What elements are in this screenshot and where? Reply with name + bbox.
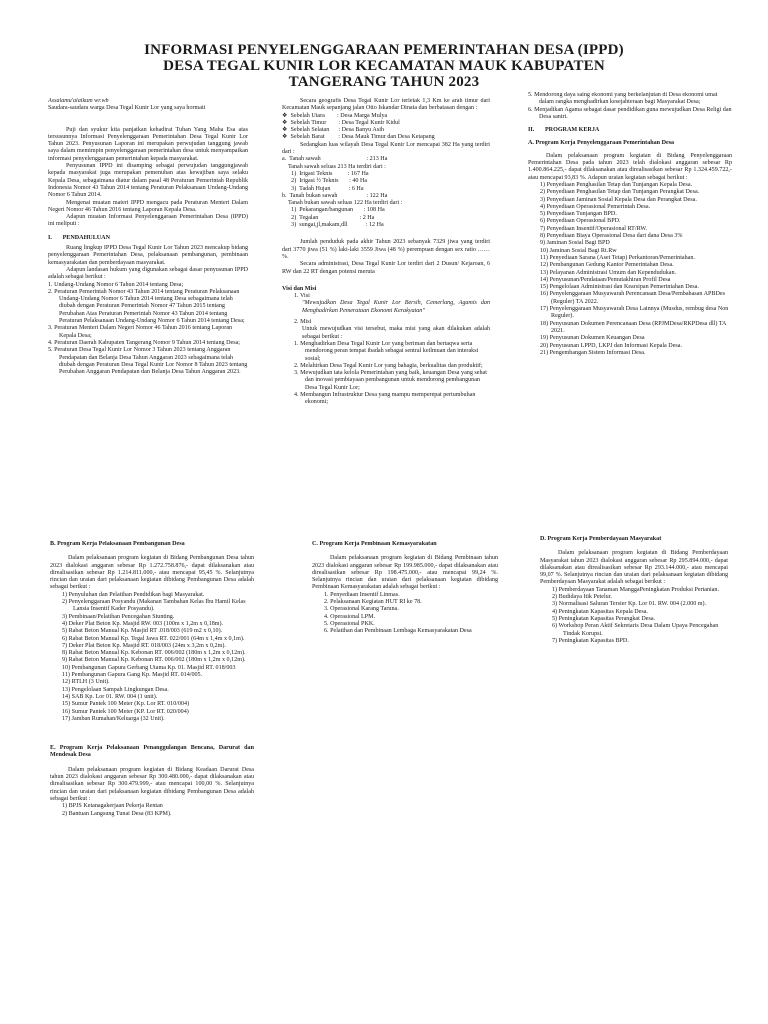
list-item: 1) Penyediaan Penghasilan Tetap dan Tunjangan Kepala Desa.	[540, 181, 693, 188]
list-item: 9) Rabat Beton Manual Kp. Kebonan RT. 006/002 (180m x 1,2m x 0,12m).	[62, 657, 246, 664]
list-item: 2) Irigasi ½ Teknis : 40 Ha	[282, 178, 368, 185]
paragraph: Adapun muatan Informasi Penyelenggaraan Pemerintahan Desa (IPPD) ini meliputi :	[48, 214, 248, 228]
column-d	[540, 536, 728, 706]
paragraph: Puji dan syukur kita panjatkan kehadirat Tuhan Yang Maha Esa atas tersusunnya Informasi Penyelenggaraan Pemerintahan Desa Tegal Kunir Lor Tahun 2023. Penyusunan Laporan ini merupakan perwujudan tanggung jawab saya dalam memimpin penyelenggaraan pemerintahan desa untuk menyampaikan informasi penyelenggaraan pemerintahan kepada masyarakat.	[48, 126, 248, 162]
list-item: 13) Pengelolaan Sampah Lingkungan Desa.	[62, 686, 169, 693]
title-line-3: TANGERANG TAHUN 2023	[288, 74, 480, 90]
misi-continued-list	[528, 92, 732, 121]
list-item: 12) Pembangunan Gedung Kantor Pemerintahan Desa.	[540, 262, 674, 269]
list-item: 1) BPJS Ketanagakerjaan Pekerja Rentan	[62, 803, 163, 810]
paragraph: Dalam pelaksanaan program kegiatan di Bidang Pembinaan tahun 2023 dialokasi anggaran sebesar Rp 199.985.000,- dapat dilaksanakan atau direalisasikan sebesar Rp 198.475.000,- atau mencapai 99,24 %. Selanjutnya rincian dan uraian dari pelaksanaan kegiatan dibidang Pembinaan Kemasyarakatan adalah sebagai berikut :	[312, 555, 498, 591]
list-item: 3) Pembinaan/Pelatihan Pencegahan Stunting.	[62, 613, 175, 620]
legal-basis-list	[48, 282, 248, 377]
list-item: 3) Normalisasi Saluran Tersier Kp. Lor 01. RW. 004 (2.000 m).	[552, 601, 707, 608]
list-item: 7) Penyediaan Insentif/Operasional RT/RW.	[540, 225, 648, 232]
list-item: 2. Pelaksanaan Kegiatan HUT RI ke 78.	[324, 599, 422, 606]
border-list	[282, 113, 490, 142]
program-d-list	[540, 587, 728, 645]
list-item: 1) Penyuluhan dan Pelatihan Pendidikan bagi Masyarakat.	[62, 591, 205, 598]
paragraph: Mengenai muatan materi IPPD mengacu pada Peraturan Menteri Dalam Negeri Nomor 46 Tahun 2016 tentang Laporan Kepala Desa.	[48, 199, 248, 213]
list-item: 20) Penyusunan LPPD, LKPJ dan Informasi Kepala Desa.	[540, 342, 682, 349]
title-line-2: DESA TEGAL KUNIR LOR KECAMATAN MAUK KABUPATEN	[163, 58, 605, 74]
list-item: 16) Penyelenggaraan Musyawarah Perencanaan Desa/Pembahasan APBDes (Reguler) TA 2022.	[540, 291, 725, 305]
list-item: 15) Pengelolaan Administrasi dan Kearsipan Pemerintahan Desa.	[540, 284, 699, 291]
list-item: ❖ Sebelah Barat : Desa Mauk Timur dan Desa Ketapang	[282, 134, 435, 141]
list-item: 1) Irigasi Teknis : 167 Ha	[282, 170, 369, 177]
list-item: 4) Deker Plat Beton Kp. Masjid RW. 003 (100m x 1,2m x 0,18m).	[62, 620, 224, 627]
list-item: 4) Penyediaan Operasional Pemerintah Desa.	[540, 203, 651, 210]
greeting: Assalamu'alaikum wr.wb	[48, 98, 109, 104]
list-item: 6. Pelatihan dan Pembinaan Lembaga Kemasyarakatan Desa	[324, 628, 472, 635]
list-item: 21) Pengembangan Sistem Informasi Desa.	[540, 349, 646, 356]
list-item: 2. Melahirkan Desa Tegal Kunir Lor yang bahagia, berkualitas dan produktif;	[294, 362, 483, 369]
paragraph: Adapun landasan hukum yang digunakan sebagai dasar penyusunan IPPD adalah sebagai berikut :	[48, 266, 248, 281]
list-item: 2) Tegalan : 2 Ha	[282, 214, 375, 221]
list-item: 8) Rabat Beton Manual Kp. Kebonan RT. 006/002 (180m x 1,2m x 0,12m).	[62, 650, 246, 657]
list-item: Tanah sawah seluas 213 Ha terdiri dari :	[282, 163, 386, 170]
list-item: 2) Budidaya Itik Petelur.	[552, 594, 612, 601]
paragraph: Jumlah penduduk pada akhir Tahun 2023 sebanyak 7329 jiwa yang terdiri dari 3770 jiwa (51 %) laki-laki 3559 Jiwa (48 %) perempuan dengan sex ratio …… %.	[282, 239, 490, 260]
list-item: 5) Rabat Beton Manual Kp. Masjid RT .018/003 (619 m2 x 0,10).	[62, 628, 223, 635]
program-c-list	[312, 592, 498, 636]
list-item: ❖ Sebelah Utara : Desa Marga Mulya	[282, 112, 388, 119]
visi-label: 1. Visi	[294, 293, 310, 300]
list-item: a. Tanah sawah : 213 Ha	[282, 156, 388, 163]
program-a-heading: A. Program Kerja Penyelenggaraan Pemerintahan Desa	[528, 140, 675, 147]
list-item: 2) Penyelenggaraan Posyandu (Makanan Tambahan Kelas Ibu Hamil Kelas Lansia Insentif Kader Posyandu).	[62, 599, 246, 613]
list-item: 4. Membangun Infrastruktur Desa yang mampu memperepat pertumbuhan ekonomi;	[294, 391, 476, 406]
list-item: 5. Mendorong daya saing ekonomi yang berkelanjutan di Desa ekonomi umat dalam rangka menghadirkan kesejahteraan bagi Masyarakat Desa;	[528, 92, 718, 106]
misi-intro: Untuk mewujudkan visi tersebut, maka misi yang akan dilakukan adalah sebagai berikut :	[302, 326, 490, 340]
list-item: 17) Jamban Rumahan/Keluarga (32 Unit).	[62, 715, 165, 722]
list-item: 5. Peraturan Desa Tegal Kunir Lor Nomor 3 Tahun 2023 tentang Anggaran Pendapatan dan Belanja Desa Tahun Anggaran 2023 sebagaimana telah diubah dengan Peraturan Desa Tegal Kunir Lor Nomor 8 Tahun 2023 tentang Perubahan Anggaran Pendapatan dan Belanja Desa Tahun Anggaran 2023.	[48, 347, 248, 376]
column-1	[48, 98, 248, 468]
list-item: Tanah bukan sawah seluas 122 Ha terdiri dari :	[282, 200, 403, 207]
list-item: 1. Menghadirkan Desa Tegal Kunir Lor yang beriman dan bertaqwa serta mendorong peran tempat ibadah sebagai sentral keilmuan dan interaksi sosial;	[294, 340, 479, 362]
list-item: 3) Tadah Hujan : 6 Ha	[282, 185, 364, 192]
visi-misi-heading: Visi dan Misi	[282, 285, 317, 292]
paragraph: Sedangkan luas wilayah Desa Tegal Kunir Lor mencapai 382 Ha yang terdiri dari :	[282, 141, 490, 156]
column-2	[282, 98, 490, 468]
list-item: 1. Penyediaan Insentif Linmas.	[324, 591, 400, 598]
list-item: 4. Peraturan Daerah Kabupaten Tangerang Nomor 9 Tahun 2014 tentang Desa;	[48, 339, 240, 346]
list-item: 3. Operasional Karang Taruna.	[324, 606, 399, 613]
list-item: 16) Sumur Pantek 100 Meter (KP. Lor RT. 020/004)	[62, 708, 189, 715]
paragraph: Dalam pelaksanaan program kegiatan di Bidang Penyelenggaraan Pemerintahan Desa pada tahun 2023 telah dialokasi anggaran sebesar Rp 1.400.864.225,- dapat dilaksanakan atau direalisasikan sebesar Rp 1.324.459.722,- atau mencapai 93,83 %. Adapun uraian kegiatan sebagai berikut :	[528, 152, 732, 181]
list-item: 4) Peningkatan Kapasitas Kepala Desa.	[552, 608, 648, 615]
list-item: 14) Penyusunan/Pendataan/Pemutakhiran Profil Desa	[540, 276, 671, 283]
program-a-list	[528, 182, 732, 357]
program-d-heading: D. Program Kerja Pemberdayaan Masyarakat	[540, 536, 662, 542]
paragraph: Ruang lingkup IPPD Desa Tegal Kunir Lor Tahun 2023 mencakup bidang penyelenggaraan Pemerintahan Desa, pelaksanaan pembangunan, pembinaan kemasyarakatan dan pemberdayaan masyarakat.	[48, 245, 248, 266]
list-item: 10) Pembangunan Gapura Gerbang Utama Kp. 01. Masjid RT. 018/003	[62, 664, 236, 671]
list-item: 5) Penyediaan Tunjangan BPD.	[540, 211, 617, 218]
column-3	[528, 92, 732, 452]
visi-text: "Mewujudkan Desa Tegal Kunir Lor Bersih, Cemerlang, Agamis dan Menghadirkan Pemerataan Ekonomi Kerakyatan"	[302, 300, 490, 314]
paragraph: Dalam pelaksanaan program kegiatan di Bidang Pembangunan Desa tahun 2023 dialokasi anggaran sebesar Rp 1.272.758.876,- dapat dilaksanakan atau direalisasikan sebesar Rp 1.214.811.000,- atau mencapai 95,45 %. Selanjutnya rincian dan uraian dari pelaksanaan kegiatan dibidang Pembangunan Desa adalah sebagai berikut :	[50, 555, 254, 591]
list-item: 11) Penyediaan Sarana (Aset Tetap) Perkantoran/Pemerintahan.	[540, 254, 695, 261]
list-item: 18) Penyusunan Dokumen Perencanaan Desa (RPJMDesa/RKPDesa dll) TA 2021.	[540, 320, 727, 334]
program-b-list	[50, 592, 254, 723]
section-title: PROGRAM KERJA	[544, 127, 600, 134]
paragraph: Penyusunan IPPD ini disamping sebagai perwujudan tanggungjawab kepada masyarakat juga merupakan pemenuhan atas kewajiban saya selaku Kepala Desa, sebagaimana diatur dalam pasal 48 Peraturan Pemerintah Republik Indonesia Nomor 43 Tahun 2014 tentang Peraturan Pelaksanaan Undang-Undang Nomor 6 Tahun 2014.	[48, 163, 248, 199]
list-item: 2) Bantuan Langsung Tunai Desa (83 KPM).	[62, 810, 172, 817]
list-item: 17) Penyelenggaraan Musyawarah Desa Lainnya (Musdus, rembug desa Non Reguler).	[540, 306, 729, 320]
list-item: 12) RTLH (3 Unit).	[62, 679, 110, 686]
list-item: 9) Jaminan Sosial Bagi BPD	[540, 240, 610, 247]
list-item: 3) Penyediaan Jaminan Sosial Kepala Desa dan Perangkat Desa.	[540, 196, 697, 203]
column-c	[312, 541, 498, 701]
list-item: 19) Penyusunan Dokumen Keuangan Desa	[540, 335, 645, 342]
list-item: ❖ Sebelah Timur : Desa Tegal Kunir Kidul	[282, 119, 400, 126]
list-item: 2. Peraturan Pemerintah Nomor 43 Tahun 2014 tentang Peraturan Pelaksanaan Undang-Undang Nomor 6 Tahun 2014 tentang Desa sebagaimana telah diubah dengan Peraturan Pemerintah Nomor 47 Tahun 2015 tentang Perubahan Atas Peraturan Pemerintah Nomor 43 Tahun 2014 tentang Peraturan Pelaksanaan Undang-Undang Nomor 6 Tahun 2014 tentang Desa;	[48, 288, 245, 325]
list-item: ❖ Sebelah Selatan : Desa Banyu Asih	[282, 127, 384, 134]
list-item: 7) Deker Plat Beton Kp. Masjid RT. 018/003 (24m x 3,2m x 0,2m).	[62, 642, 226, 649]
list-item: 6) Penyediaan Operasional BPD.	[540, 218, 621, 225]
list-item: 11) Pembangunan Gapura Gang Kp. Masjid RT. 014/005.	[62, 672, 203, 679]
list-item: 2) Penyediaan Penghasilan Tetap dan Tunjangan Perangkat Desa.	[540, 189, 700, 196]
paragraph: Secara geografis Desa Tegal Kunir Lor terletak 1,3 Km ke arah timur dari Kecamatan Mauk sepanjang jalan Otto Iskandar Dinata dan berbatasan dengan :	[282, 98, 490, 112]
misi-list	[282, 341, 490, 407]
title-line-1: INFORMASI PENYELENGGARAAN PEMERINTAHAN DESA (IPPD)	[144, 42, 624, 58]
list-item: 1) Pekarangan/bangunan : 108 Ha	[282, 207, 385, 214]
list-item: 3. Peraturan Menteri Dalam Negeri Nomor 46 Tahun 2016 tentang Laporan Kepala Desa;	[48, 325, 233, 339]
misi-label: 2. Misi	[294, 319, 312, 326]
list-item: 14) SAB Kp. Lor 01. RW. 004 (1 unit).	[62, 693, 158, 700]
paragraph: Dalam pelaksanaan program kegiatan di Bidang Keadaan Darurat Desa tahun 2023 dialokasi anggaran sebesar Rp 300.480.000,- dapat dilaksanakan atau direalisasikan sebesar Rp 300.479.999,- atau mencapai 100,00 %. Selanjutnya rincian dan uraian dari pelaksanaan kegiatan dibidang Pembangunan Desa adalah sebagai berikut :	[50, 766, 254, 802]
program-e-heading: E. Program Kerja Pelaksanaan Penanggulangan Bencana, Darurat dan Mendesak Desa	[50, 745, 254, 759]
list-item: 15) Sumur Pantek 100 Meter (Kp. Lor RT. 010/004)	[62, 701, 190, 708]
section-number: I.	[48, 234, 52, 241]
list-item: 6) Workshop Peran Aktif Sekretaris Desa Dalam Upaya Pencegahan Tindak Korupsi.	[552, 623, 719, 637]
program-c-heading: C. Program Kerja Pembinaan Kemasyarakatan	[312, 541, 437, 547]
list-item: 6) Rabat Beton Manual Kp. Tegal Jawa RT. 022/001 (64m x 1,4m x 0,1m).	[62, 635, 245, 642]
section-heading	[48, 235, 248, 242]
salutation: Saudara-saudara warga Desa Tegal Kunir Lor yang saya hormati	[48, 105, 206, 112]
list-item: b. Tanah bukan sawah : 122 Ha	[282, 192, 388, 199]
list-item: 1. Undang-Undang Nomor 6 Tahun 2014 tentang Desa;	[48, 281, 184, 288]
list-item: 8) Penyediaan Biaya Operasional Desa dari dana Desa 3%	[540, 233, 683, 240]
program-e-list	[50, 803, 254, 818]
section-number: II.	[528, 127, 535, 134]
list-item: 10) Jaminan Sosial Bagi Rt.Rw	[540, 247, 617, 254]
list-item: 4. Operasional LPM.	[324, 613, 376, 620]
list-item: 3) sungai,jl,makam,dll : 12 Ha	[282, 222, 384, 229]
paragraph: Dalam pelaksanaan program kegiatan di Bidang Pemberdayaan Masyarakat tahun 2023 dialokasi anggaran sebesar Rp 295.894.000,- dapat dilaksanakan atau direalisasikan sebesar Rp 293.144.000,- atau mencapai 99,07 %. Selanjutnya rincian dan uraian dari pelaksanaan kegiatan dibidang Pemberdayaan Masyarakat adalah sebagai berikut :	[540, 550, 728, 586]
list-item: 7) Peningkatan Kapasitas BPD.	[552, 637, 629, 644]
paragraph: Secara administrasi, Desa Tegal Kunir Lor terdiri dari 2 Dusun/ Kejaroan, 6 RW dan 22 RT dengan potensi meruta	[282, 261, 490, 275]
area-list	[282, 156, 490, 229]
list-item: 5. Operasional PKK.	[324, 620, 375, 627]
section-title: PENDAHULUAN	[62, 234, 110, 241]
list-item: 13) Pelayanan Administrasi Umum dan Kependudukan.	[540, 269, 677, 276]
section-heading	[528, 127, 732, 134]
document-title	[120, 42, 648, 90]
list-item: 5) Peningkatan Kapasitas Perangkat Desa.	[552, 615, 656, 622]
program-b-heading: B. Program Kerja Pelaksanaan Pembangunan Desa	[50, 541, 185, 547]
list-item: 6. Menjadikan Agama sebagai dasar pendidikan guna mewujudkan Desa Religi dan Desa santri.	[528, 106, 732, 120]
list-item: 3. Mewujudkan tata kelola Pemerintahan yang baik, keuangan Desa yang sehat dan inovasi pembiayaan pembangunan untuk mendorong pembangunan Desa Tegal Kunir Lor;	[294, 370, 487, 391]
list-item: 1) Pemberdayaan Tanaman ManggaPeningkatan Produksi Pertanian.	[552, 586, 719, 593]
column-b	[50, 541, 254, 971]
